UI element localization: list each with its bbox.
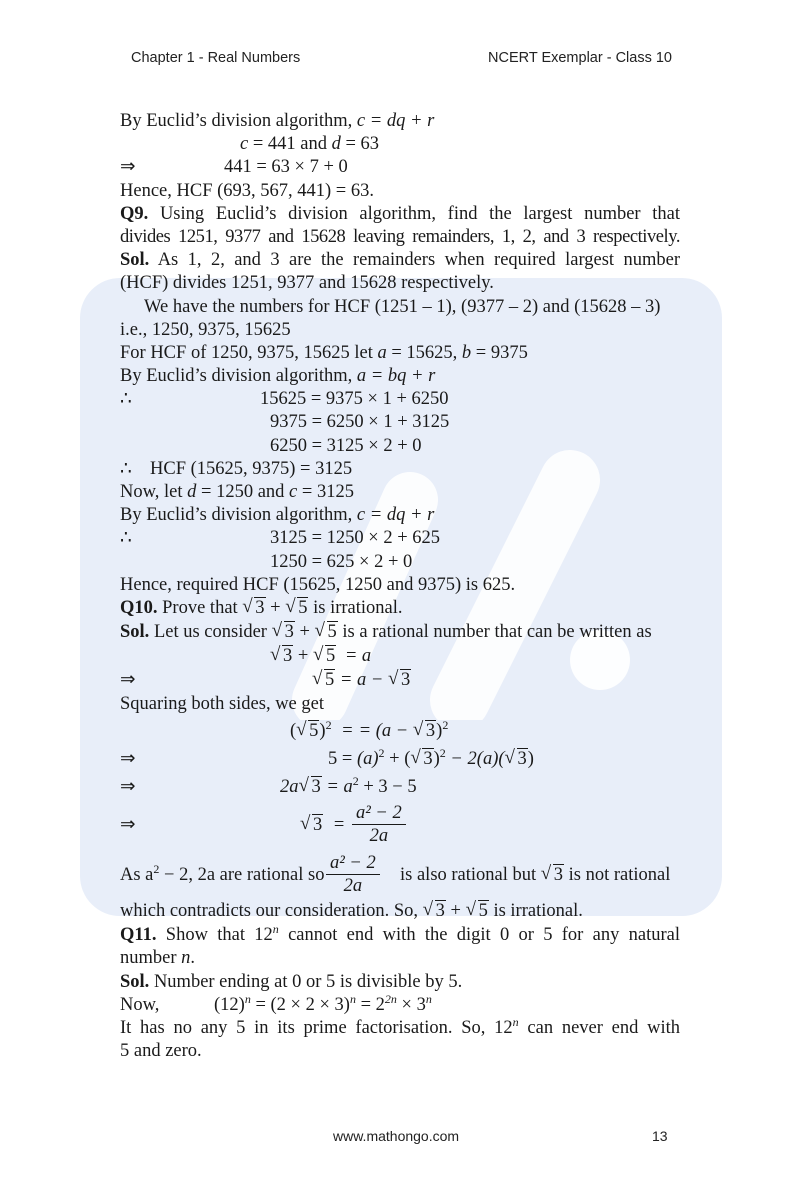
text-line <box>120 388 680 411</box>
text-line: Now, let d = 1250 and c = 3125 <box>120 482 354 502</box>
page-content <box>120 110 680 1063</box>
text-line <box>120 551 680 574</box>
equation-line: ⇒ $5 = (a)^2$ + ( √ 3)$^2$ − 2(a)( √ 3) <box>120 748 680 776</box>
text-line: By Euclid’s division algorithm, c = dq + r <box>120 505 435 526</box>
footer-website-link[interactable]: www.mathongo.com <box>333 1128 460 1144</box>
text-line <box>120 435 680 458</box>
equation-line: √ 3 + √ 5 = a <box>120 645 680 669</box>
equation-line: ⇒ 2a √ $3 = a^2 + 3 - 5$ <box>120 776 680 802</box>
equation: c = dq + r <box>356 111 435 131</box>
text-line: It has no any 5 in its prime factorisation. So, 12$^n$ can never end with <box>120 1014 680 1038</box>
text-line: 5 and zero. <box>120 1041 202 1062</box>
text-line: We have the numbers for HCF (1251 – 1), (9377 – 2) and (15628 – 3) <box>144 296 661 317</box>
equation: 15625 = 9375 × 1 + 6250 <box>260 389 449 410</box>
text: By Euclid’s division algorithm, <box>120 111 357 131</box>
text-line: By Euclid’s division algorithm, a = bq + r <box>120 366 436 387</box>
text-line <box>120 527 680 550</box>
equation: 3125 = 1250 × 2 + 625 <box>270 528 441 549</box>
equation-line: ( √ 5)$^2$ = = (a − √ 3)$^2$ <box>120 720 680 748</box>
page-number: 13 <box>652 1128 668 1144</box>
solution-q10: Sol. Let us consider √ 3 + √ 5 is a rational number that can be written as <box>120 621 680 645</box>
text-line <box>120 411 680 434</box>
therefore-symbol: ∴ <box>120 389 132 410</box>
equation: 441 = 63 × 7 + 0 <box>224 157 348 178</box>
question-q9-cont: divides 1251, 9377 and 15628 leaving remainders, 1, 2, and 3 respectively. <box>120 226 680 247</box>
text-line: i.e., 1250, 9375, 15625 <box>120 319 291 340</box>
equation: 9375 = 6250 × 1 + 3125 <box>270 412 450 433</box>
header-chapter-title: Chapter 1 - Real Numbers <box>131 50 301 66</box>
question-q10: Q10. Prove that √ 3 + √ 5 is irrational. <box>120 597 680 621</box>
equation-line: ⇒ √ 5 = a − √ 3 <box>120 669 680 693</box>
text-line: As $a^2 - 2$, 2a are rational so $\frac{\text{a² − 2}}{2a}$ is also rational but √ 3 is not rational <box>120 852 680 900</box>
equation-line: ⇒ √ 3 = $\frac{\text{a² − 2}}{2a}$ <box>120 802 680 852</box>
question-q11: Q11. Show that 12$^n$ cannot end with the digit 0 or 5 for any natural <box>120 922 681 946</box>
text-line: Hence, required HCF (15625, 1250 and 9375) is 625. <box>120 574 516 595</box>
text-line: Squaring both sides, we get <box>120 693 324 714</box>
text-line <box>120 458 680 481</box>
header-book-title: NCERT Exemplar - Class 10 <box>488 50 672 66</box>
text-line: For HCF of 1250, 9375, 15625 let a = 15625, b = 9375 <box>120 342 528 363</box>
question-q9: Q9. Using Euclid’s division algorithm, find the largest number that <box>120 203 680 224</box>
solution-q9: Sol. As 1, 2, and 3 are the remainders when required largest number <box>120 250 680 271</box>
equation: 1250 = 625 × 2 + 0 <box>270 551 413 572</box>
therefore-symbol: ∴ <box>120 458 132 479</box>
solution-q11: Sol. Number ending at 0 or 5 is divisible by 5. <box>120 971 463 992</box>
implies-symbol: ⇒ <box>120 157 136 178</box>
text-line: which contradicts our consideration. So, √ 3 + √ 5 is irrational. <box>120 900 680 924</box>
equation: 6250 = 3125 × 2 + 0 <box>270 435 422 456</box>
therefore-symbol: ∴ <box>120 528 132 549</box>
text-line: Hence, HCF (693, 567, 441) = 63. <box>120 180 374 201</box>
text-line <box>120 110 680 133</box>
implies-symbol: ⇒ <box>120 669 136 690</box>
text-line: (HCF) divides 1251, 9377 and 15628 respectively. <box>120 273 494 294</box>
equation: c = 441 and d = 63 <box>240 134 380 155</box>
question-q11-cont: number n. <box>120 948 196 969</box>
text: HCF (15625, 9375) = 3125 <box>150 458 353 479</box>
equation-line: Now, $(12)^n = (2 \times 2 \times 3)^n = 2^{2n} \times 3^n$ <box>120 991 432 1015</box>
text-line <box>120 156 680 179</box>
text-line <box>120 133 680 156</box>
